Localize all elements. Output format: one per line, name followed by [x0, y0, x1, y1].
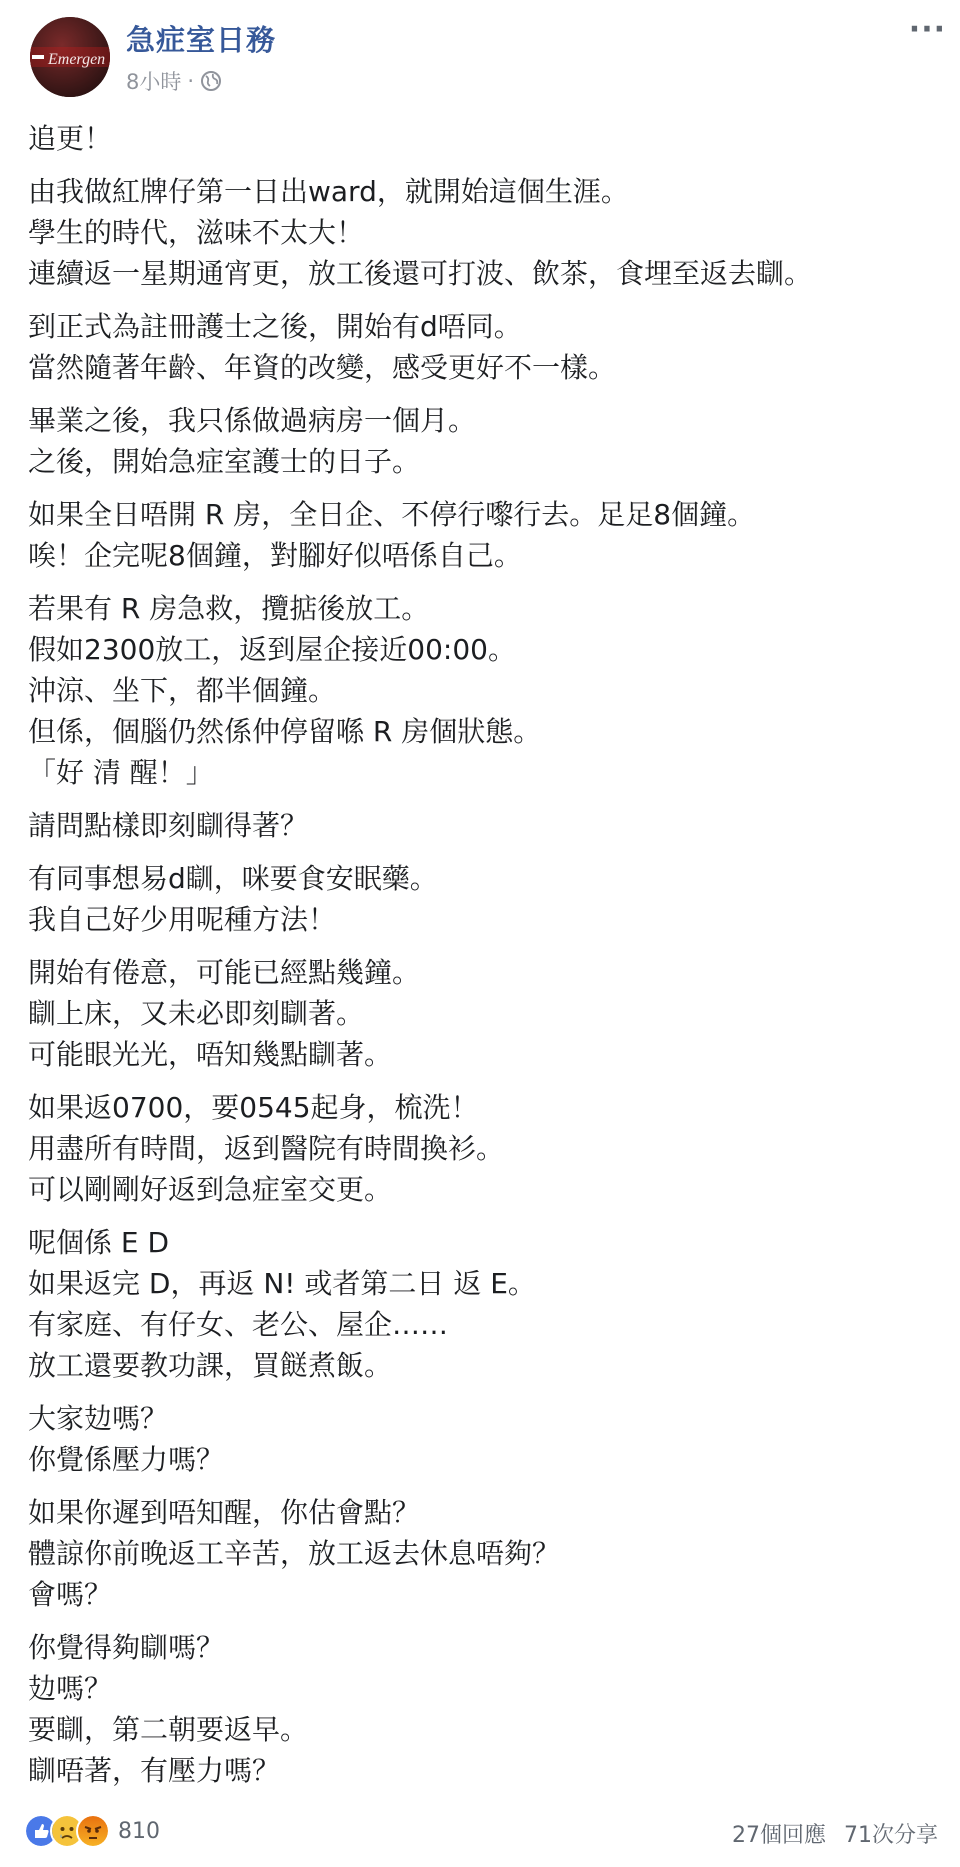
- post-text-line: 但係，個腦仍然係仲停留喺 R 房個狀態。: [28, 715, 542, 748]
- post-paragraph: [28, 588, 938, 793]
- post-text-line: 有同事想易d瞓，咪要食安眠藥。: [28, 862, 438, 895]
- post-text-line: 你覺係壓力嗎？: [28, 1443, 225, 1476]
- shares-count[interactable]: 71次分享: [844, 1823, 938, 1848]
- post-text-line: 之後，開始急症室護士的日子。: [28, 445, 421, 478]
- post-text-line: 呢個係 E D: [28, 1226, 170, 1259]
- reactions-summary[interactable]: [24, 1814, 160, 1848]
- post-content: [28, 118, 938, 1803]
- post-text-line: 追更！: [28, 122, 113, 155]
- post-text-line: 體諒你前晚返工辛苦，放工返去休息唔夠？: [28, 1537, 561, 1570]
- post-paragraph: [28, 400, 938, 482]
- post-text-line: 唉！企完呢8個鐘，對腳好似唔係自己。: [28, 539, 522, 572]
- post-text-line: 由我做紅牌仔第一日出ward，就開始這個生涯。: [28, 175, 629, 208]
- post-paragraph: [28, 306, 938, 388]
- post-text-line: 畢業之後，我只係做過病房一個月。: [28, 404, 477, 437]
- post-text-line: 瞓上床，又未必即刻瞓著。: [28, 997, 365, 1030]
- avatar-logo: [30, 17, 110, 97]
- post-text-line: 我自己好少用呢種方法！: [28, 903, 337, 936]
- post-stats: [732, 1818, 938, 1849]
- globe-icon[interactable]: [200, 70, 222, 92]
- page-name[interactable]: 急症室日務: [126, 23, 277, 57]
- reaction-count[interactable]: 810: [118, 1818, 160, 1844]
- post-footer: [0, 1808, 960, 1858]
- post-text-line: 若果有 R 房急救，攬掂後放工。: [28, 592, 430, 625]
- post-text-line: 當然隨著年齡、年資的改變，感受更好不一樣。: [28, 351, 617, 384]
- post-text-line: 請問點樣即刻瞓得著？: [28, 809, 309, 842]
- post-text-line: 學生的時代，滋味不太大！: [28, 216, 365, 249]
- more-icon[interactable]: ···: [908, 12, 946, 47]
- avatar-text: Emergen: [48, 51, 106, 68]
- post-paragraph: [28, 858, 938, 940]
- post-paragraph: [28, 1087, 938, 1210]
- post-text-line: 要瞓，第二朝要返早。: [28, 1713, 309, 1746]
- post-text-line: 假如2300放工，返到屋企接近00:00。: [28, 633, 516, 666]
- post-text-line: 可能眼光光，唔知幾點瞓著。: [28, 1038, 393, 1071]
- post-text-line: 如果返完 D，再返 N! 或者第二日 返 E。: [28, 1267, 536, 1300]
- post-paragraph: [28, 494, 938, 576]
- post-paragraph: [28, 1398, 938, 1480]
- post-paragraph: [28, 1627, 938, 1791]
- post-paragraph: [28, 1222, 938, 1386]
- post-text-line: 「好 清 醒！」: [28, 756, 214, 789]
- post-text-line: 會嗎？: [28, 1578, 113, 1611]
- angry-reaction-icon: [76, 1814, 110, 1848]
- meta-separator: ·: [187, 69, 195, 93]
- post-text-line: 可以剛剛好返到急症室交更。: [28, 1173, 393, 1206]
- post-text-line: 如果你遲到唔知醒，你估會點？: [28, 1496, 421, 1529]
- post-paragraph: [28, 118, 938, 159]
- post-text-line: 你覺得夠瞓嗎？: [28, 1631, 225, 1664]
- post-text-line: 連續返一星期通宵更，放工後還可打波、飲茶，食埋至返去瞓。: [28, 257, 813, 290]
- post-text-line: 到正式為註冊護士之後，開始有d唔同。: [28, 310, 522, 343]
- post-meta: [126, 66, 222, 96]
- post-paragraph: [28, 952, 938, 1075]
- post-text-line: 開始有倦意，可能已經點幾鐘。: [28, 956, 421, 989]
- post-text-line: 放工還要教功課，買餸煮飯。: [28, 1349, 393, 1382]
- post-text-line: 攰嗎？: [28, 1672, 113, 1705]
- post-text-line: 用盡所有時間，返到醫院有時間換衫。: [28, 1132, 505, 1165]
- post-text-line: 大家攰嗎？: [28, 1402, 169, 1435]
- post-time[interactable]: 8小時: [126, 70, 182, 94]
- post-text-line: 有家庭、有仔女、老公、屋企……: [28, 1308, 449, 1341]
- avatar[interactable]: [30, 17, 110, 97]
- post-text-line: 沖涼、坐下，都半個鐘。: [28, 674, 337, 707]
- post-paragraph: [28, 171, 938, 294]
- post-header: [0, 0, 960, 110]
- post-text-line: 如果返0700，要0545起身，梳洗！: [28, 1091, 479, 1124]
- post-paragraph: [28, 805, 938, 846]
- comments-count[interactable]: 27個回應: [732, 1823, 826, 1848]
- post-text-line: 瞓唔著，有壓力嗎？: [28, 1754, 281, 1787]
- post-text-line: 如果全日唔開 R 房，全日企、不停行嚟行去。足足8個鐘。: [28, 498, 756, 531]
- post-paragraph: [28, 1492, 938, 1615]
